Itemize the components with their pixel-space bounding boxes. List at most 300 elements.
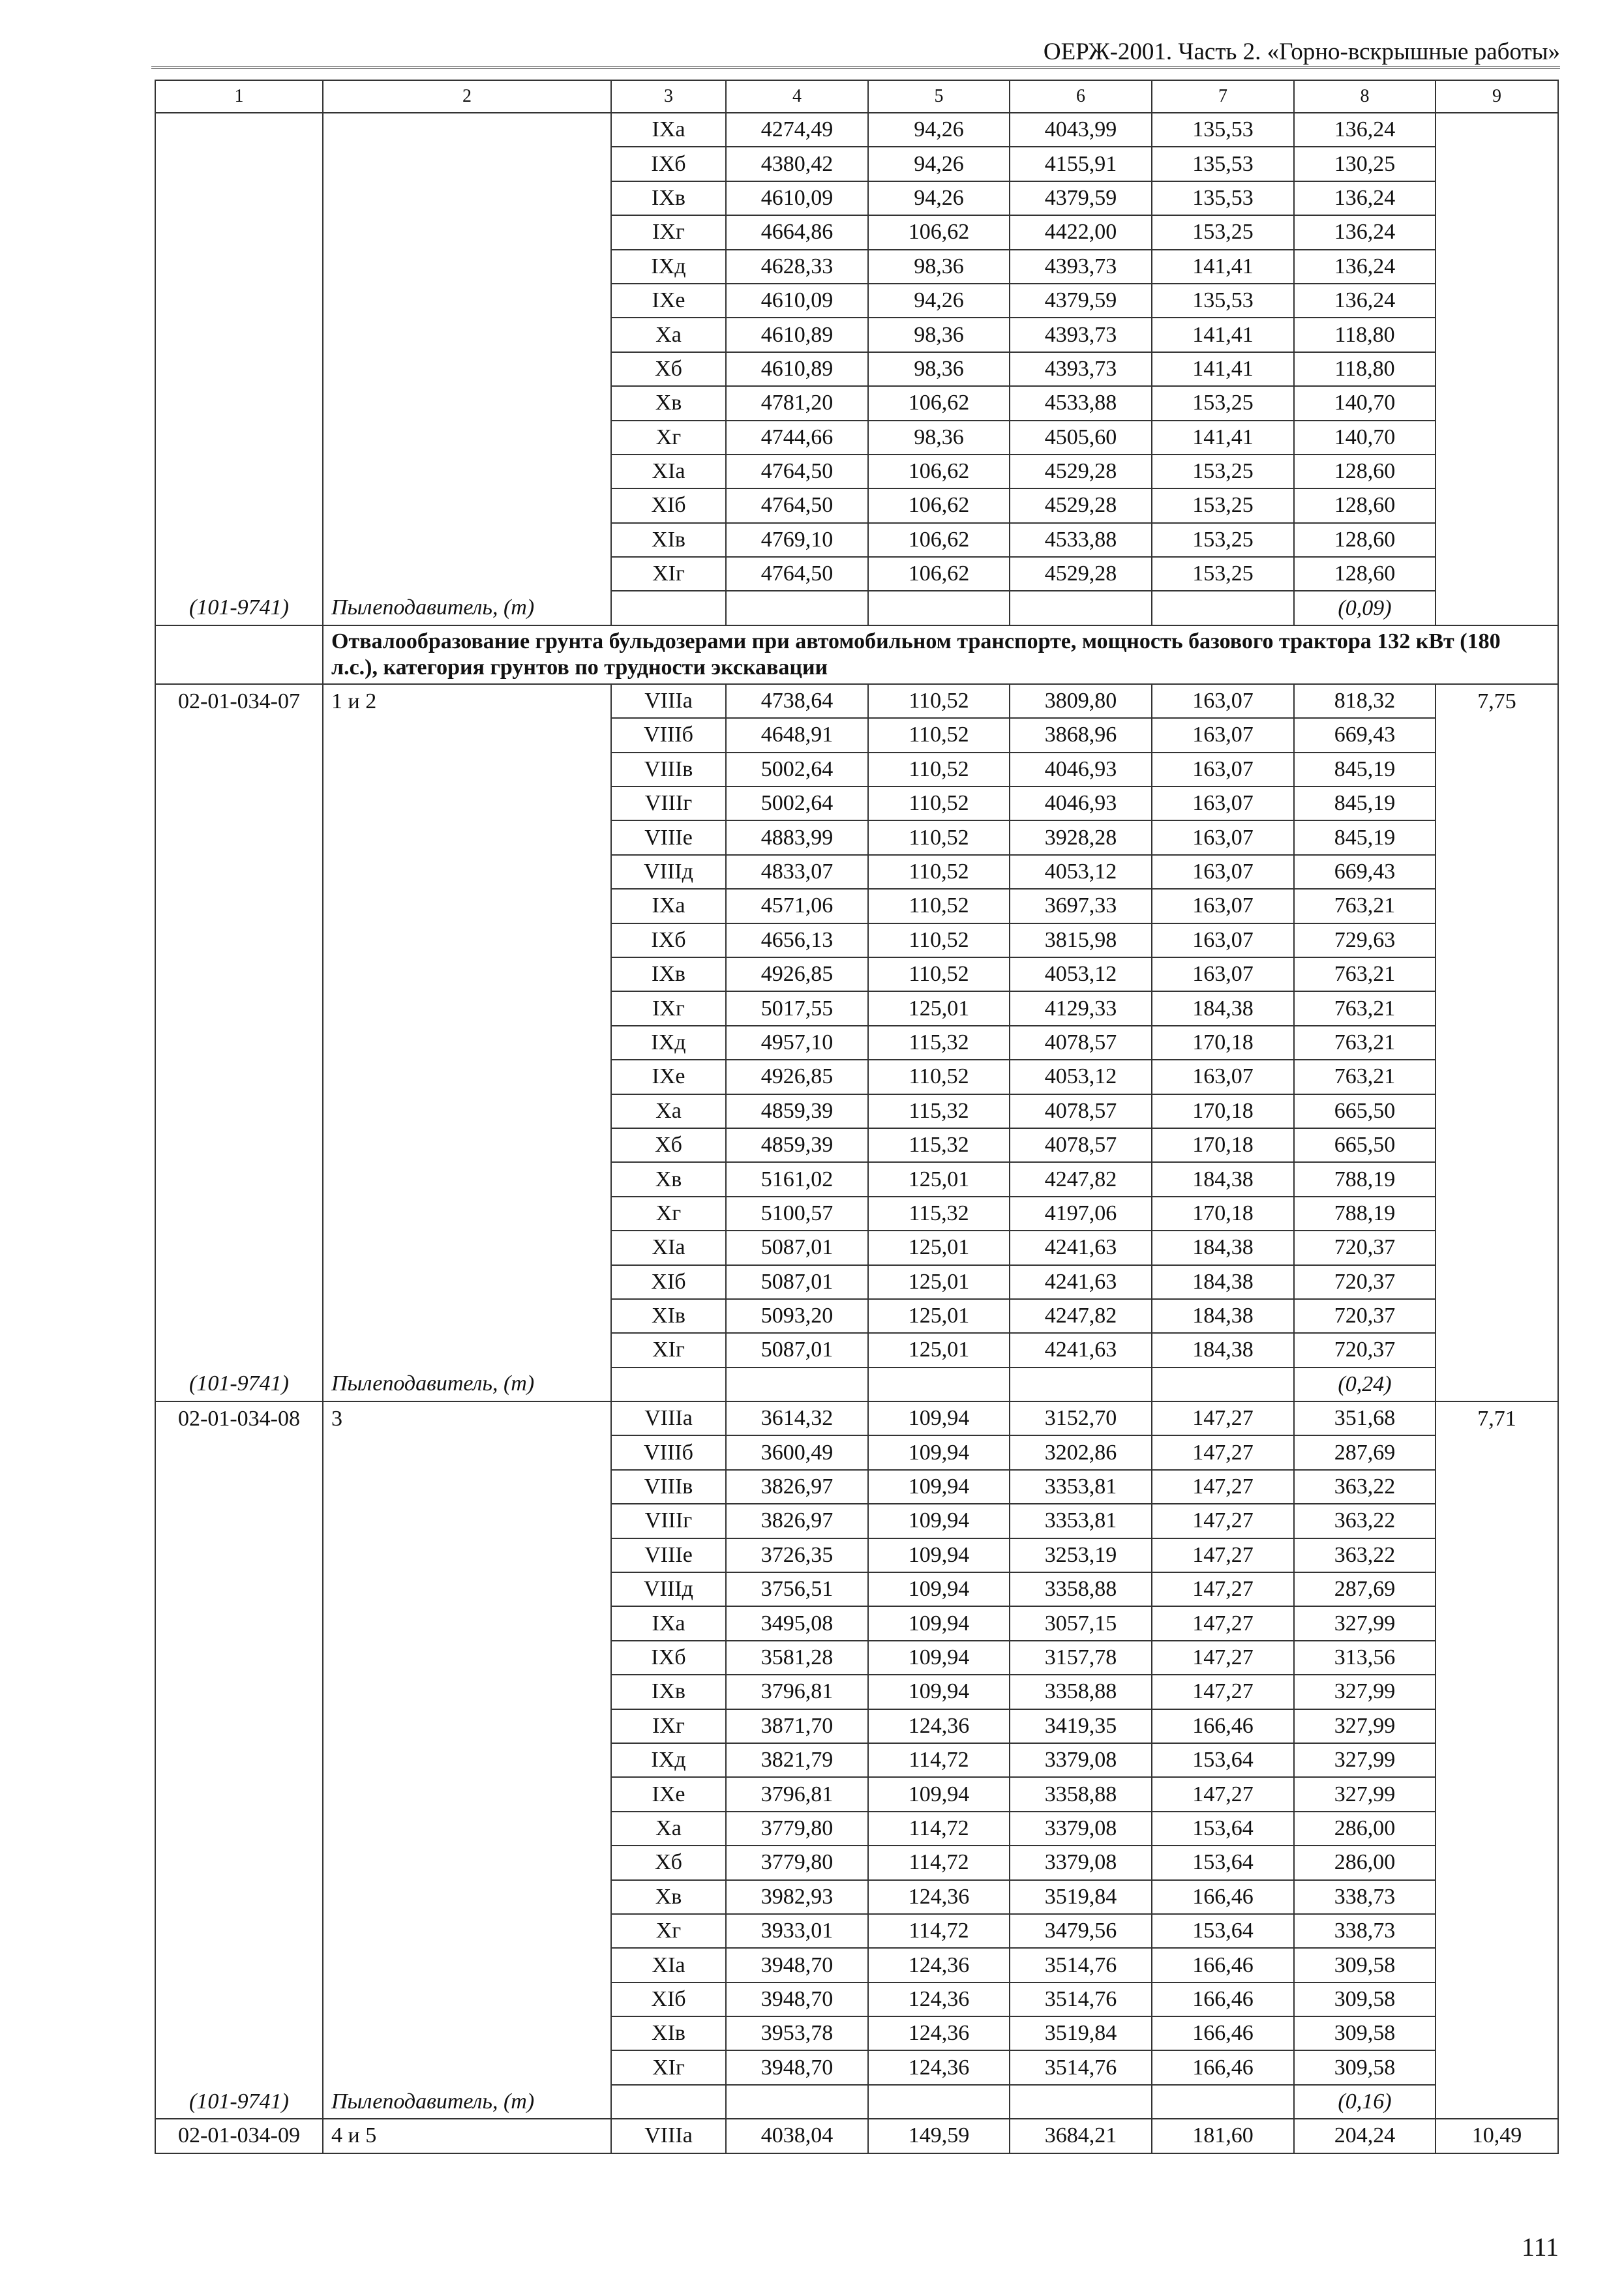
category-cell	[323, 718, 611, 752]
value-cell: 4505,60	[1010, 421, 1152, 455]
value-cell: 128,60	[1294, 523, 1436, 557]
empty-cell	[1152, 2085, 1294, 2119]
col9-cell	[1436, 1606, 1558, 1640]
value-cell: 4764,50	[726, 557, 868, 591]
value-cell: 4738,64	[726, 684, 868, 718]
code-cell	[155, 1060, 323, 1094]
category-cell: 4 и 5	[323, 2119, 611, 2153]
value-cell: XIг	[611, 2050, 726, 2084]
value-cell: 110,52	[868, 718, 1010, 752]
col9-cell	[1436, 488, 1558, 522]
col9-cell	[1436, 318, 1558, 352]
value-cell: XIв	[611, 2016, 726, 2050]
table-row	[155, 352, 1558, 386]
value-cell: 4129,33	[1010, 991, 1152, 1025]
value-cell: IXа	[611, 1606, 726, 1640]
col9-cell	[1436, 1470, 1558, 1504]
dust-code: (101-9741)	[155, 591, 323, 625]
category-cell	[323, 923, 611, 957]
value-cell: 94,26	[868, 181, 1010, 215]
value-cell: 4533,88	[1010, 386, 1152, 420]
value-cell: 153,64	[1152, 1743, 1294, 1777]
value-cell: 147,27	[1152, 1435, 1294, 1469]
table-row	[155, 2050, 1558, 2084]
col9-cell	[1436, 718, 1558, 752]
value-cell: 729,63	[1294, 923, 1436, 957]
table-row	[155, 1060, 1558, 1094]
value-cell: Xа	[611, 318, 726, 352]
value-cell: IXд	[611, 1026, 726, 1060]
value-cell: 166,46	[1152, 2050, 1294, 2084]
table-row	[155, 1675, 1558, 1709]
value-cell: 110,52	[868, 820, 1010, 854]
category-cell	[323, 1709, 611, 1743]
col9-cell	[1436, 1197, 1558, 1231]
value-cell: 5087,01	[726, 1265, 868, 1299]
value-cell: 110,52	[868, 684, 1010, 718]
value-cell: 184,38	[1152, 1231, 1294, 1264]
value-cell: 140,70	[1294, 421, 1436, 455]
value-cell: 3868,96	[1010, 718, 1152, 752]
value-cell: 4247,82	[1010, 1162, 1152, 1196]
table-row	[155, 113, 1558, 147]
category-cell	[323, 1982, 611, 2016]
value-cell: Xв	[611, 1162, 726, 1196]
value-cell: 149,59	[868, 2119, 1010, 2153]
col9-cell	[1436, 1675, 1558, 1709]
col9-cell	[1436, 855, 1558, 889]
value-cell: 125,01	[868, 1299, 1010, 1333]
value-cell: VIIIд	[611, 1572, 726, 1606]
dust-value: (0,24)	[1294, 1368, 1436, 1401]
category-cell	[323, 991, 611, 1025]
value-cell: 3948,70	[726, 2050, 868, 2084]
value-cell: 3514,76	[1010, 1982, 1152, 2016]
value-cell: 153,64	[1152, 1914, 1294, 1948]
value-cell: 309,58	[1294, 1948, 1436, 1982]
category-cell	[323, 1299, 611, 1333]
category-cell	[323, 1572, 611, 1606]
price-table	[155, 80, 1559, 2154]
col9-cell	[1436, 386, 1558, 420]
value-cell: IXб	[611, 147, 726, 181]
col9-cell	[1436, 1094, 1558, 1128]
value-cell: 124,36	[868, 2016, 1010, 2050]
value-cell: IXв	[611, 1675, 726, 1709]
col9-cell	[1436, 957, 1558, 991]
dust-value: (0,16)	[1294, 2085, 1436, 2119]
value-cell: 135,53	[1152, 113, 1294, 147]
category-cell	[323, 1914, 611, 1948]
value-cell: 4533,88	[1010, 523, 1152, 557]
column-numbers-row	[155, 80, 1558, 113]
col9-cell	[1436, 820, 1558, 854]
value-cell: 128,60	[1294, 488, 1436, 522]
value-cell: 3600,49	[726, 1435, 868, 1469]
value-cell: 110,52	[868, 923, 1010, 957]
value-cell: 4038,04	[726, 2119, 868, 2153]
value-cell: 4628,33	[726, 250, 868, 284]
value-cell: 4571,06	[726, 889, 868, 923]
page-number: 111	[1521, 2232, 1559, 2262]
value-cell: VIIIд	[611, 855, 726, 889]
value-cell: 4769,10	[726, 523, 868, 557]
category-cell	[323, 1846, 611, 1879]
value-cell: 4648,91	[726, 718, 868, 752]
column-number: 6	[1010, 80, 1152, 113]
value-cell: IXе	[611, 284, 726, 318]
value-cell: 98,36	[868, 250, 1010, 284]
column-number: 9	[1436, 80, 1558, 113]
value-cell: 3581,28	[726, 1641, 868, 1675]
value-cell: Xв	[611, 386, 726, 420]
value-cell: VIIIб	[611, 1435, 726, 1469]
value-cell: 3379,08	[1010, 1846, 1152, 1879]
value-cell: 665,50	[1294, 1128, 1436, 1162]
value-cell: 4664,86	[726, 215, 868, 249]
category-cell	[323, 1197, 611, 1231]
value-cell: 4379,59	[1010, 284, 1152, 318]
category-cell	[323, 421, 611, 455]
code-cell	[155, 1094, 323, 1128]
code-cell	[155, 557, 323, 591]
value-cell: 141,41	[1152, 250, 1294, 284]
col9-cell	[1436, 557, 1558, 591]
value-cell: 114,72	[868, 1914, 1010, 1948]
code-cell	[155, 1606, 323, 1640]
category-cell	[323, 2016, 611, 2050]
category-cell	[323, 1606, 611, 1640]
col9-cell	[1436, 1572, 1558, 1606]
dust-code: (101-9741)	[155, 1368, 323, 1401]
value-cell: 3479,56	[1010, 1914, 1152, 1948]
value-cell: 763,21	[1294, 889, 1436, 923]
value-cell: 763,21	[1294, 991, 1436, 1025]
dust-label: Пылеподавитель, (т)	[323, 1368, 611, 1401]
category-cell	[323, 1128, 611, 1162]
table-row	[155, 1333, 1558, 1367]
table-row	[155, 786, 1558, 820]
code-cell	[155, 1812, 323, 1846]
value-cell: 115,32	[868, 1094, 1010, 1128]
value-cell: 4764,50	[726, 488, 868, 522]
value-cell: 3871,70	[726, 1709, 868, 1743]
value-cell: 3353,81	[1010, 1470, 1152, 1504]
value-cell: 135,53	[1152, 147, 1294, 181]
value-cell: 124,36	[868, 1709, 1010, 1743]
column-number: 3	[611, 80, 726, 113]
table-row	[155, 1641, 1558, 1675]
category-cell	[323, 1880, 611, 1914]
col9-cell	[1436, 1812, 1558, 1846]
value-cell: Xб	[611, 1846, 726, 1879]
value-cell: Xа	[611, 1812, 726, 1846]
value-cell: 363,22	[1294, 1470, 1436, 1504]
value-cell: 110,52	[868, 753, 1010, 786]
value-cell: 4610,09	[726, 284, 868, 318]
value-cell: 3202,86	[1010, 1435, 1152, 1469]
code-cell	[155, 1982, 323, 2016]
empty-cell	[1152, 591, 1294, 625]
value-cell: 3815,98	[1010, 923, 1152, 957]
col9-cell	[1436, 1504, 1558, 1538]
code-cell	[155, 1162, 323, 1196]
code-cell	[155, 455, 323, 488]
code-cell	[155, 1572, 323, 1606]
value-cell: 5002,64	[726, 753, 868, 786]
value-cell: 351,68	[1294, 1401, 1436, 1435]
value-cell: 720,37	[1294, 1231, 1436, 1264]
value-cell: 153,25	[1152, 455, 1294, 488]
value-cell: 3826,97	[726, 1470, 868, 1504]
col9-cell	[1436, 352, 1558, 386]
value-cell: 3379,08	[1010, 1812, 1152, 1846]
value-cell: 363,22	[1294, 1504, 1436, 1538]
value-cell: 106,62	[868, 455, 1010, 488]
col9-cell	[1436, 1333, 1558, 1367]
value-cell: 181,60	[1152, 2119, 1294, 2153]
empty-cell	[1010, 591, 1152, 625]
value-cell: 3948,70	[726, 1982, 868, 2016]
code-cell	[155, 1743, 323, 1777]
category-cell: 3	[323, 1401, 611, 1435]
value-cell: 94,26	[868, 147, 1010, 181]
category-cell	[323, 1231, 611, 1264]
value-cell: 763,21	[1294, 1026, 1436, 1060]
value-cell: 170,18	[1152, 1128, 1294, 1162]
code-cell	[155, 2016, 323, 2050]
code-cell	[155, 352, 323, 386]
empty-cell	[726, 1368, 868, 1401]
value-cell: 184,38	[1152, 1299, 1294, 1333]
value-cell: 147,27	[1152, 1777, 1294, 1811]
value-cell: 109,94	[868, 1435, 1010, 1469]
dust-value: (0,09)	[1294, 591, 1436, 625]
value-cell: 5087,01	[726, 1333, 868, 1367]
value-cell: 3358,88	[1010, 1572, 1152, 1606]
empty-cell	[1010, 2085, 1152, 2119]
code-cell: 02-01-034-09	[155, 2119, 323, 2153]
value-cell: 5002,64	[726, 786, 868, 820]
code-cell	[155, 147, 323, 181]
table-row	[155, 557, 1558, 591]
table-row	[155, 488, 1558, 522]
value-cell: 110,52	[868, 1060, 1010, 1094]
code-cell	[155, 1333, 323, 1367]
empty-cell	[611, 591, 726, 625]
value-cell: 184,38	[1152, 1265, 1294, 1299]
table-row	[155, 147, 1558, 181]
value-cell: 4610,89	[726, 352, 868, 386]
category-cell	[323, 352, 611, 386]
value-cell: 136,24	[1294, 284, 1436, 318]
value-cell: IXг	[611, 215, 726, 249]
value-cell: 109,94	[868, 1641, 1010, 1675]
category-cell	[323, 523, 611, 557]
value-cell: 109,94	[868, 1504, 1010, 1538]
category-cell	[323, 1538, 611, 1572]
value-cell: 166,46	[1152, 1982, 1294, 2016]
value-cell: 4155,91	[1010, 147, 1152, 181]
value-cell: 4046,93	[1010, 786, 1152, 820]
col9-cell: 7,75	[1436, 684, 1558, 718]
category-cell	[323, 181, 611, 215]
table-row	[155, 1401, 1558, 1435]
value-cell: 184,38	[1152, 991, 1294, 1025]
empty-cell	[1010, 1368, 1152, 1401]
col9-cell	[1436, 2016, 1558, 2050]
value-cell: IXе	[611, 1777, 726, 1811]
code-cell	[155, 1880, 323, 1914]
value-cell: 3948,70	[726, 1948, 868, 1982]
empty-cell	[726, 2085, 868, 2119]
value-cell: 147,27	[1152, 1641, 1294, 1675]
value-cell: Xг	[611, 1914, 726, 1948]
value-cell: Xв	[611, 1880, 726, 1914]
category-cell: 1 и 2	[323, 684, 611, 718]
table-row	[155, 1743, 1558, 1777]
value-cell: 287,69	[1294, 1572, 1436, 1606]
value-cell: 363,22	[1294, 1538, 1436, 1572]
value-cell: 147,27	[1152, 1504, 1294, 1538]
value-cell: VIIIе	[611, 820, 726, 854]
value-cell: 118,80	[1294, 318, 1436, 352]
value-cell: 327,99	[1294, 1777, 1436, 1811]
table-row	[155, 1914, 1558, 1948]
code-cell	[155, 2050, 323, 2084]
value-cell: 3152,70	[1010, 1401, 1152, 1435]
code-cell	[155, 523, 323, 557]
section-title-row	[155, 625, 1558, 684]
empty-cell	[868, 2085, 1010, 2119]
value-cell: 4197,06	[1010, 1197, 1152, 1231]
col9-cell	[1436, 1914, 1558, 1948]
value-cell: 3821,79	[726, 1743, 868, 1777]
col9-cell: 10,49	[1436, 2119, 1558, 2153]
value-cell: 106,62	[868, 488, 1010, 522]
value-cell: 3253,19	[1010, 1538, 1152, 1572]
category-cell	[323, 1333, 611, 1367]
value-cell: IXв	[611, 181, 726, 215]
value-cell: 669,43	[1294, 718, 1436, 752]
value-cell: 286,00	[1294, 1812, 1436, 1846]
value-cell: 3933,01	[726, 1914, 868, 1948]
table-row	[155, 991, 1558, 1025]
value-cell: 98,36	[868, 421, 1010, 455]
table-row	[155, 957, 1558, 991]
empty-cell	[611, 1368, 726, 1401]
value-cell: 4859,39	[726, 1128, 868, 1162]
value-cell: 136,24	[1294, 181, 1436, 215]
value-cell: 3982,93	[726, 1880, 868, 1914]
empty-cell	[1436, 1368, 1558, 1401]
value-cell: 327,99	[1294, 1709, 1436, 1743]
col9-cell	[1436, 1162, 1558, 1196]
value-cell: 110,52	[868, 855, 1010, 889]
code-cell	[155, 753, 323, 786]
col9-cell	[1436, 786, 1558, 820]
col9-cell	[1436, 1641, 1558, 1675]
column-number: 5	[868, 80, 1010, 113]
col9-cell	[1436, 250, 1558, 284]
value-cell: 109,94	[868, 1538, 1010, 1572]
category-cell	[323, 386, 611, 420]
category-cell	[323, 1948, 611, 1982]
value-cell: 327,99	[1294, 1606, 1436, 1640]
value-cell: VIIIг	[611, 786, 726, 820]
value-cell: 106,62	[868, 523, 1010, 557]
code-cell	[155, 1641, 323, 1675]
value-cell: 3928,28	[1010, 820, 1152, 854]
value-cell: 4274,49	[726, 113, 868, 147]
value-cell: 4043,99	[1010, 113, 1152, 147]
col9-cell	[1436, 1128, 1558, 1162]
code-cell	[155, 1846, 323, 1879]
code-cell	[155, 1299, 323, 1333]
code-cell	[155, 1231, 323, 1264]
value-cell: 124,36	[868, 1948, 1010, 1982]
col9-cell	[1436, 1435, 1558, 1469]
value-cell: 3796,81	[726, 1777, 868, 1811]
value-cell: 94,26	[868, 284, 1010, 318]
col9-cell	[1436, 1026, 1558, 1060]
category-cell	[323, 147, 611, 181]
dust-code: (101-9741)	[155, 2085, 323, 2119]
table-row	[155, 1265, 1558, 1299]
value-cell: 109,94	[868, 1401, 1010, 1435]
value-cell: VIIIе	[611, 1538, 726, 1572]
value-cell: 3826,97	[726, 1504, 868, 1538]
value-cell: 309,58	[1294, 2050, 1436, 2084]
empty-cell	[611, 2085, 726, 2119]
value-cell: 669,43	[1294, 855, 1436, 889]
value-cell: 147,27	[1152, 1675, 1294, 1709]
value-cell: 114,72	[868, 1743, 1010, 1777]
value-cell: 141,41	[1152, 421, 1294, 455]
running-header	[151, 39, 1560, 69]
value-cell: 665,50	[1294, 1094, 1436, 1128]
value-cell: 3779,80	[726, 1846, 868, 1879]
category-cell	[323, 1675, 611, 1709]
code-cell	[155, 488, 323, 522]
value-cell: Xб	[611, 352, 726, 386]
value-cell: IXв	[611, 957, 726, 991]
value-cell: 153,64	[1152, 1846, 1294, 1879]
col9-cell: 7,71	[1436, 1401, 1558, 1435]
category-cell	[323, 820, 611, 854]
column-number: 7	[1152, 80, 1294, 113]
value-cell: 4078,57	[1010, 1094, 1152, 1128]
code-cell	[155, 957, 323, 991]
category-cell	[323, 113, 611, 147]
col9-cell	[1436, 1948, 1558, 1982]
value-cell: 4053,12	[1010, 855, 1152, 889]
table-row	[155, 1948, 1558, 1982]
code-cell	[155, 1435, 323, 1469]
value-cell: 184,38	[1152, 1333, 1294, 1367]
value-cell: 153,25	[1152, 488, 1294, 522]
col9-cell	[1436, 113, 1558, 147]
code-cell: 02-01-034-08	[155, 1401, 323, 1435]
dust-row	[155, 591, 1558, 625]
col9-cell	[1436, 215, 1558, 249]
value-cell: 124,36	[868, 1982, 1010, 2016]
empty-cell	[868, 1368, 1010, 1401]
code-cell	[155, 1914, 323, 1948]
table-row	[155, 386, 1558, 420]
table-row	[155, 1299, 1558, 1333]
code-cell	[155, 1777, 323, 1811]
